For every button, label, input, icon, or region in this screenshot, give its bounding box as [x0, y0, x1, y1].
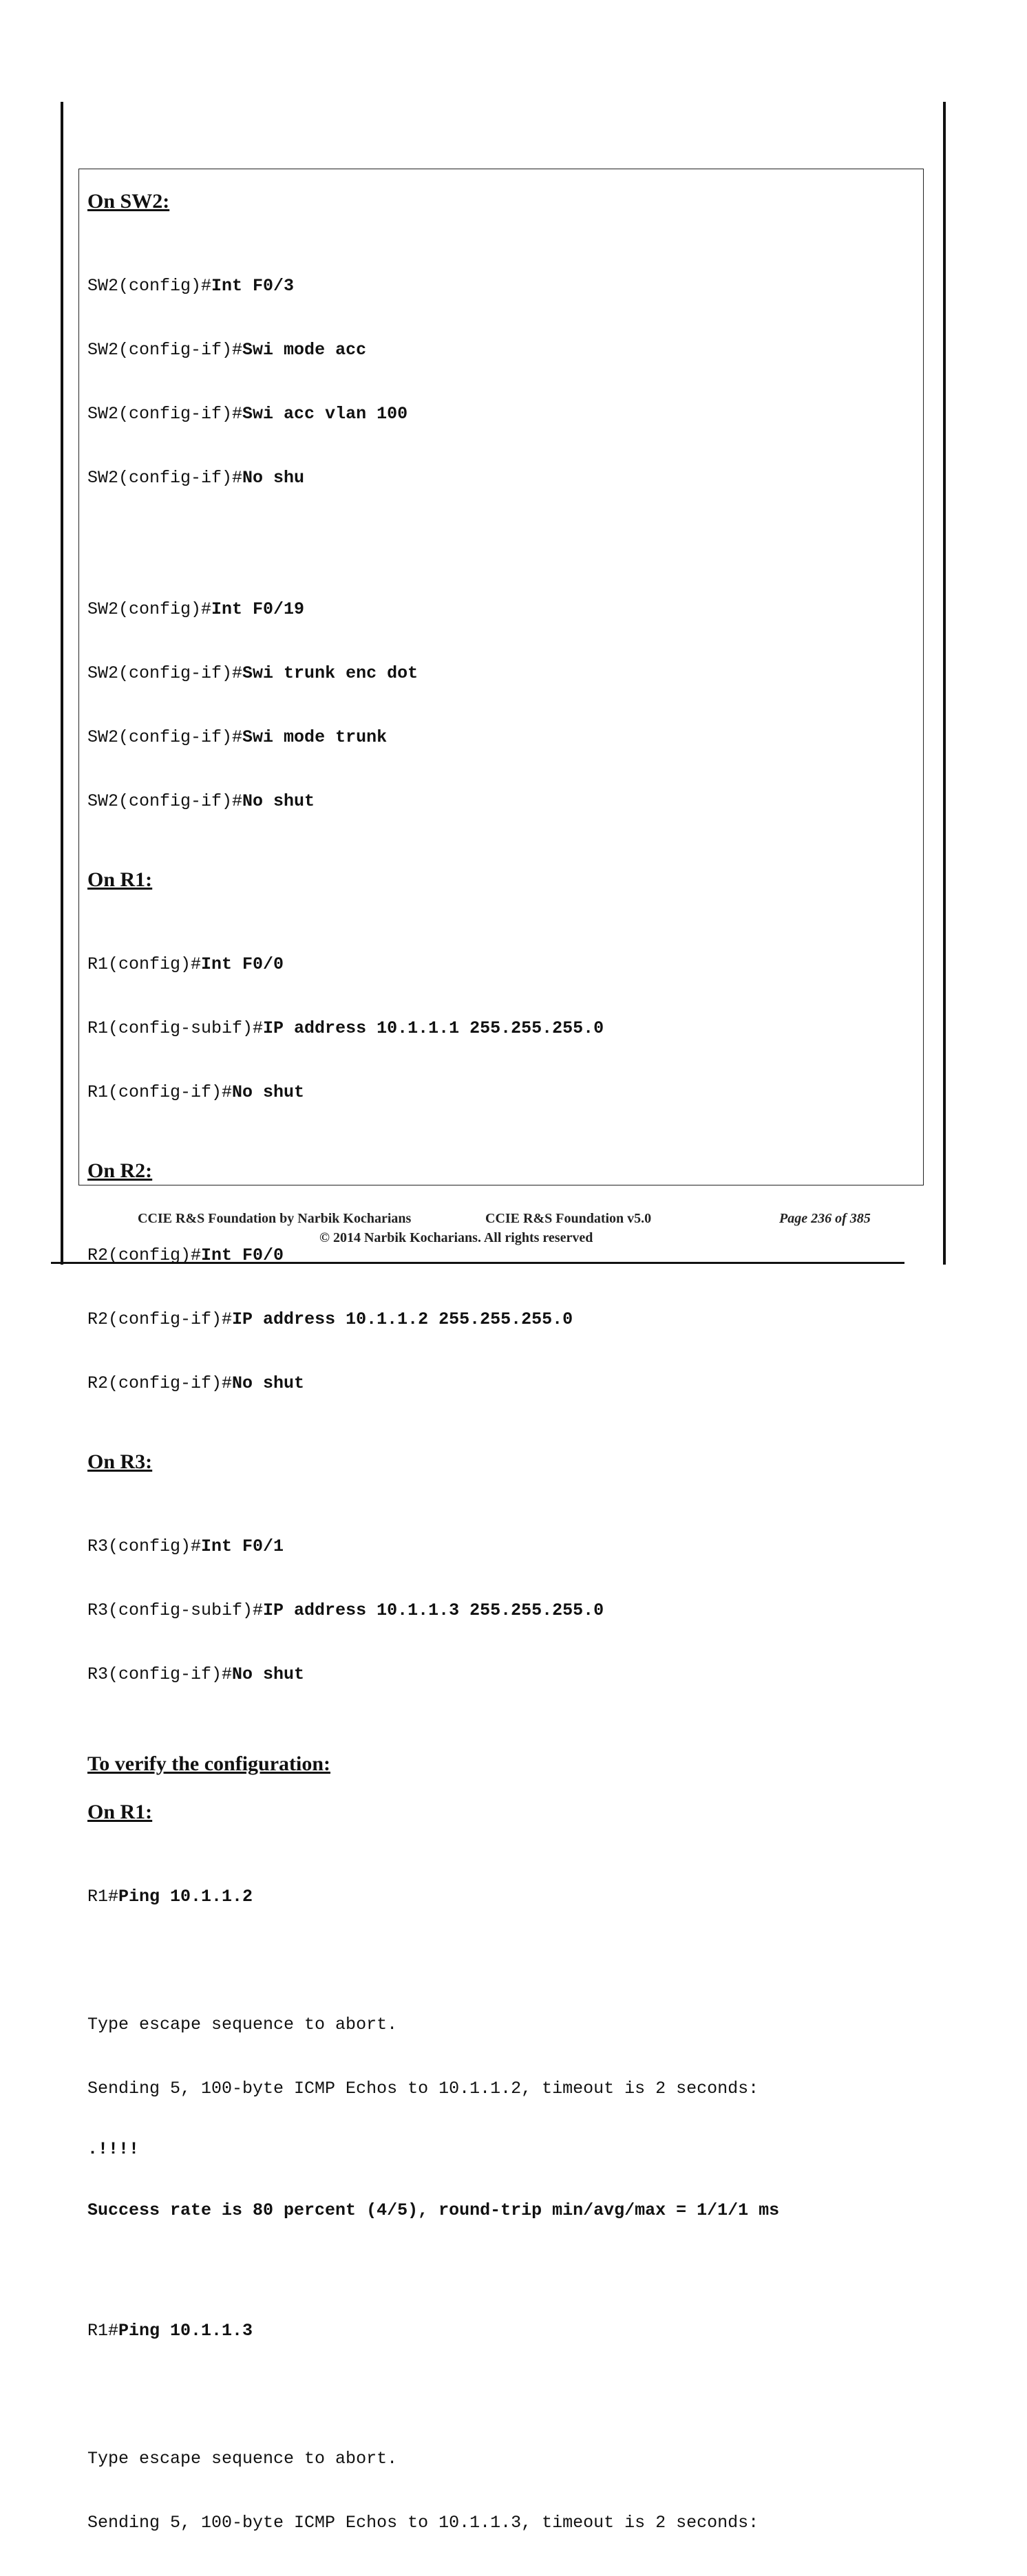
code-block-sw2-2	[87, 556, 918, 855]
ping-block-1	[87, 1843, 918, 2264]
code-block-r3	[87, 1493, 918, 1728]
output-line: Sending 5, 100-byte ICMP Echos to 10.1.1.3, timeout is 2 seconds:	[87, 2513, 759, 2533]
left-margin-line	[61, 102, 63, 1265]
ping-block-2	[87, 2277, 918, 2576]
code-line: SW2(config)#Int F0/3	[87, 276, 295, 296]
code-line: R2(config-if)#No shut	[87, 1373, 305, 1393]
code-line: R1(config-if)#No shut	[87, 1082, 305, 1102]
code-line: SW2(config-if)#Swi mode trunk	[87, 727, 388, 747]
section-heading-r1: On R1:	[87, 868, 153, 891]
content	[87, 190, 918, 2576]
section-heading-r2: On R2:	[87, 1159, 153, 1182]
output-line: .!!!!	[87, 2139, 140, 2159]
blank-line	[87, 1950, 918, 1971]
output-line: Type escape sequence to abort.	[87, 2015, 398, 2035]
code-line: SW2(config)#Int F0/19	[87, 599, 305, 619]
footer-book-title: CCIE R&S Foundation by Narbik Kocharians	[138, 1211, 412, 1226]
code-line: SW2(config-if)#Swi acc vlan 100	[87, 404, 408, 424]
footer-page-number: Page 236 of 385	[779, 1211, 871, 1226]
code-line: R3(config-if)#No shut	[87, 1664, 305, 1684]
output-line: Type escape sequence to abort.	[87, 2449, 398, 2469]
section-heading-sw2: On SW2:	[87, 190, 170, 213]
code-line: R1#Ping 10.1.1.3	[87, 2321, 253, 2341]
blank-line	[87, 2384, 918, 2405]
code-block-sw2-1	[87, 233, 918, 531]
footer-version: CCIE R&S Foundation v5.0	[485, 1211, 652, 1226]
code-block-r1	[87, 911, 918, 1146]
verify-heading: To verify the configuration:	[87, 1752, 331, 1775]
code-line: R2(config-if)#IP address 10.1.1.2 255.255.255.0	[87, 1309, 573, 1329]
code-line: R3(config-subif)#IP address 10.1.1.3 255.255.255.0	[87, 1600, 604, 1620]
verify-subheading-r1: On R1:	[87, 1801, 153, 1823]
footer-copyright: © 2014 Narbik Kocharians. All rights reserved	[319, 1230, 593, 1245]
code-line: R1(config)#Int F0/0	[87, 954, 284, 974]
section-heading-r3: On R3:	[87, 1450, 153, 1473]
code-line: SW2(config-if)#No shut	[87, 791, 315, 811]
code-line: SW2(config-if)#Swi mode acc	[87, 340, 367, 360]
code-line: R1(config-subif)#IP address 10.1.1.1 255.255.255.0	[87, 1018, 604, 1038]
code-line: R1#Ping 10.1.1.2	[87, 1887, 253, 1907]
output-line: Sending 5, 100-byte ICMP Echos to 10.1.1.2, timeout is 2 seconds:	[87, 2079, 759, 2099]
output-line: Success rate is 80 percent (4/5), round-trip min/avg/max = 1/1/1 ms	[87, 2200, 780, 2220]
code-line: SW2(config-if)#Swi trunk enc dot	[87, 663, 419, 683]
code-line: R2(config)#Int F0/0	[87, 1245, 284, 1265]
right-margin-line	[943, 102, 946, 1265]
code-line: SW2(config-if)#No shu	[87, 468, 305, 488]
code-line: R3(config)#Int F0/1	[87, 1536, 284, 1556]
